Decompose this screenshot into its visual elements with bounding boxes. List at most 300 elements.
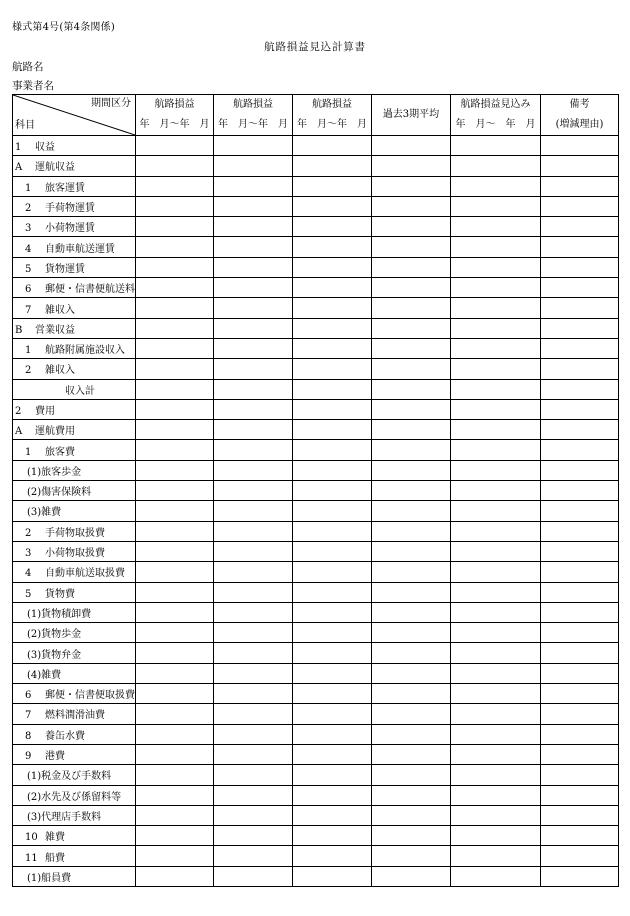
value-cell-col3[interactable] — [293, 217, 372, 237]
value-cell-col4[interactable] — [372, 176, 451, 196]
value-cell-col2[interactable] — [214, 379, 293, 399]
value-cell-col2[interactable] — [214, 156, 293, 176]
document-title: 航路損益見込計算書 — [264, 41, 366, 53]
value-cell-col6[interactable] — [541, 481, 619, 501]
value-cell-col4[interactable] — [372, 785, 451, 805]
value-cell-col6[interactable] — [541, 765, 619, 785]
value-cell-col2[interactable] — [214, 521, 293, 541]
corner-header-cell — [13, 95, 136, 136]
table-row — [13, 217, 619, 237]
value-cell-col1[interactable] — [136, 582, 214, 602]
column-header-6 — [541, 95, 619, 136]
row-item-number: 4 — [25, 243, 32, 255]
value-cell-col1[interactable] — [136, 744, 214, 764]
value-cell-col1[interactable] — [136, 704, 214, 724]
value-cell-col3[interactable] — [293, 338, 372, 358]
row-item-label: 港費 — [45, 751, 65, 763]
value-cell-col2[interactable] — [214, 298, 293, 318]
value-cell-col2[interactable] — [214, 420, 293, 440]
value-cell-col5[interactable] — [451, 663, 541, 683]
value-cell-col1[interactable] — [136, 501, 214, 521]
value-cell-col1[interactable] — [136, 257, 214, 277]
value-cell-col4[interactable] — [372, 481, 451, 501]
value-cell-col6[interactable] — [541, 257, 619, 277]
value-cell-col4[interactable] — [372, 196, 451, 216]
value-cell-col6[interactable] — [541, 440, 619, 460]
value-cell-col4[interactable] — [372, 237, 451, 257]
row-item-cell — [13, 582, 136, 602]
row-item-number: 7 — [25, 710, 32, 722]
row-item-label: 郵便・信書便航送料 — [45, 284, 135, 296]
row-item-label: 費用 — [35, 406, 55, 417]
value-cell-col6[interactable] — [541, 399, 619, 419]
value-cell-col1[interactable] — [136, 643, 214, 663]
value-cell-col6[interactable] — [541, 359, 619, 379]
value-cell-col5[interactable] — [451, 744, 541, 764]
value-cell-col2[interactable] — [214, 196, 293, 216]
value-cell-col1[interactable] — [136, 298, 214, 318]
column-header-5 — [451, 95, 541, 136]
value-cell-col5[interactable] — [451, 684, 541, 704]
value-cell-col3[interactable] — [293, 765, 372, 785]
value-cell-col1[interactable] — [136, 460, 214, 480]
value-cell-col1[interactable] — [136, 217, 214, 237]
value-cell-col5[interactable] — [451, 460, 541, 480]
table-row — [13, 379, 619, 399]
value-cell-col6[interactable] — [541, 460, 619, 480]
value-cell-col6[interactable] — [541, 582, 619, 602]
value-cell-col1[interactable] — [136, 866, 214, 886]
value-cell-col4[interactable] — [372, 278, 451, 298]
row-item-cell — [13, 237, 136, 257]
value-cell-col5[interactable] — [451, 846, 541, 866]
value-cell-col6[interactable] — [541, 237, 619, 257]
value-cell-col3[interactable] — [293, 359, 372, 379]
row-item-label: 収入計 — [65, 385, 95, 397]
value-cell-col1[interactable] — [136, 541, 214, 561]
value-cell-col5[interactable] — [451, 826, 541, 846]
value-cell-col6[interactable] — [541, 278, 619, 298]
value-cell-col4[interactable] — [372, 582, 451, 602]
value-cell-col2[interactable] — [214, 684, 293, 704]
value-cell-col4[interactable] — [372, 643, 451, 663]
value-cell-col4[interactable] — [372, 826, 451, 846]
value-cell-col4[interactable] — [372, 257, 451, 277]
value-cell-col4[interactable] — [372, 805, 451, 825]
value-cell-col2[interactable] — [214, 278, 293, 298]
value-cell-col4[interactable] — [372, 399, 451, 419]
value-cell-col4[interactable] — [372, 379, 451, 399]
value-cell-col5[interactable] — [451, 278, 541, 298]
value-cell-col6[interactable] — [541, 623, 619, 643]
value-cell-col1[interactable] — [136, 826, 214, 846]
row-item-number: 5 — [25, 263, 32, 275]
row-item-number: 1 — [25, 345, 32, 357]
table-row — [13, 744, 619, 764]
column-header-3 — [293, 95, 372, 136]
value-cell-col2[interactable] — [214, 623, 293, 643]
value-cell-col3[interactable] — [293, 176, 372, 196]
value-cell-col4[interactable] — [372, 866, 451, 886]
value-cell-col4[interactable] — [372, 684, 451, 704]
value-cell-col1[interactable] — [136, 684, 214, 704]
value-cell-col3[interactable] — [293, 440, 372, 460]
value-cell-col5[interactable] — [451, 379, 541, 399]
value-cell-col2[interactable] — [214, 257, 293, 277]
value-cell-col3[interactable] — [293, 420, 372, 440]
value-cell-col4[interactable] — [372, 704, 451, 724]
row-item-cell — [13, 684, 136, 704]
row-item-label: (3)代理店手数料 — [27, 811, 102, 823]
row-item-cell — [13, 826, 136, 846]
value-cell-col5[interactable] — [451, 399, 541, 419]
value-cell-col6[interactable] — [541, 298, 619, 318]
value-cell-col1[interactable] — [136, 338, 214, 358]
row-item-label: 自動車航送取扱費 — [45, 568, 125, 580]
value-cell-col3[interactable] — [293, 785, 372, 805]
value-cell-col2[interactable] — [214, 846, 293, 866]
row-item-cell — [13, 379, 136, 399]
row-item-number: 3 — [25, 223, 32, 235]
row-item-cell — [13, 805, 136, 825]
row-item-cell — [13, 338, 136, 358]
value-cell-col2[interactable] — [214, 399, 293, 419]
value-cell-col5[interactable] — [451, 217, 541, 237]
row-item-label: 手荷物取扱費 — [45, 527, 105, 539]
value-cell-col3[interactable] — [293, 846, 372, 866]
value-cell-col3[interactable] — [293, 643, 372, 663]
value-cell-col2[interactable] — [214, 643, 293, 663]
row-item-cell — [13, 846, 136, 866]
value-cell-col3[interactable] — [293, 460, 372, 480]
value-cell-col3[interactable] — [293, 663, 372, 683]
table-row — [13, 359, 619, 379]
value-cell-col5[interactable] — [451, 318, 541, 338]
value-cell-col4[interactable] — [372, 744, 451, 764]
value-cell-col3[interactable] — [293, 379, 372, 399]
value-cell-col1[interactable] — [136, 785, 214, 805]
row-item-cell — [13, 785, 136, 805]
value-cell-col3[interactable] — [293, 399, 372, 419]
value-cell-col2[interactable] — [214, 136, 293, 156]
value-cell-col2[interactable] — [214, 826, 293, 846]
value-cell-col3[interactable] — [293, 501, 372, 521]
row-item-label: 小荷物取扱費 — [45, 548, 105, 560]
column-header-6-subtitle: (増減理由) — [555, 119, 604, 130]
value-cell-col1[interactable] — [136, 379, 214, 399]
value-cell-col5[interactable] — [451, 338, 541, 358]
value-cell-col2[interactable] — [214, 176, 293, 196]
value-cell-col5[interactable] — [451, 501, 541, 521]
value-cell-col6[interactable] — [541, 643, 619, 663]
value-cell-col2[interactable] — [214, 338, 293, 358]
value-cell-col5[interactable] — [451, 481, 541, 501]
value-cell-col1[interactable] — [136, 420, 214, 440]
value-cell-col3[interactable] — [293, 866, 372, 886]
row-item-label: (2)貨物歩金 — [27, 629, 82, 641]
value-cell-col3[interactable] — [293, 602, 372, 622]
row-item-label: (1)税金及び手数料 — [27, 771, 112, 783]
row-item-cell — [13, 156, 136, 176]
value-cell-col4[interactable] — [372, 765, 451, 785]
value-cell-col4[interactable] — [372, 359, 451, 379]
value-cell-col6[interactable] — [541, 318, 619, 338]
row-item-number: 6 — [25, 284, 32, 296]
value-cell-col6[interactable] — [541, 338, 619, 358]
value-cell-col4[interactable] — [372, 136, 451, 156]
value-cell-col1[interactable] — [136, 602, 214, 622]
value-cell-col3[interactable] — [293, 136, 372, 156]
value-cell-col6[interactable] — [541, 562, 619, 582]
value-cell-col4[interactable] — [372, 623, 451, 643]
table-body — [13, 136, 619, 887]
profit-loss-table — [12, 94, 619, 887]
value-cell-col3[interactable] — [293, 623, 372, 643]
value-cell-col6[interactable] — [541, 420, 619, 440]
row-item-number: 6 — [25, 690, 32, 702]
row-item-cell — [13, 562, 136, 582]
value-cell-col5[interactable] — [451, 196, 541, 216]
value-cell-col3[interactable] — [293, 298, 372, 318]
value-cell-col4[interactable] — [372, 318, 451, 338]
value-cell-col4[interactable] — [372, 440, 451, 460]
value-cell-col5[interactable] — [451, 724, 541, 744]
value-cell-col3[interactable] — [293, 156, 372, 176]
value-cell-col6[interactable] — [541, 602, 619, 622]
row-item-number: 4 — [25, 568, 32, 580]
value-cell-col4[interactable] — [372, 501, 451, 521]
value-cell-col2[interactable] — [214, 744, 293, 764]
value-cell-col5[interactable] — [451, 562, 541, 582]
value-cell-col6[interactable] — [541, 541, 619, 561]
value-cell-col1[interactable] — [136, 663, 214, 683]
value-cell-col4[interactable] — [372, 562, 451, 582]
value-cell-col4[interactable] — [372, 521, 451, 541]
value-cell-col5[interactable] — [451, 643, 541, 663]
value-cell-col2[interactable] — [214, 460, 293, 480]
value-cell-col4[interactable] — [372, 460, 451, 480]
value-cell-col6[interactable] — [541, 744, 619, 764]
value-cell-col1[interactable] — [136, 156, 214, 176]
value-cell-col5[interactable] — [451, 176, 541, 196]
value-cell-col5[interactable] — [451, 440, 541, 460]
value-cell-col2[interactable] — [214, 440, 293, 460]
value-cell-col5[interactable] — [451, 602, 541, 622]
column-header-3-period: 年 月〜年 月 — [297, 119, 367, 130]
value-cell-col5[interactable] — [451, 136, 541, 156]
table-row — [13, 663, 619, 683]
value-cell-col6[interactable] — [541, 176, 619, 196]
value-cell-col6[interactable] — [541, 805, 619, 825]
row-item-label: 運航費用 — [35, 426, 75, 438]
value-cell-col4[interactable] — [372, 602, 451, 622]
row-item-number: 2 — [25, 527, 32, 539]
column-header-4-title: 過去3期平均 — [382, 109, 440, 120]
table-row — [13, 602, 619, 622]
value-cell-col1[interactable] — [136, 359, 214, 379]
table-row — [13, 501, 619, 521]
value-cell-col3[interactable] — [293, 826, 372, 846]
value-cell-col2[interactable] — [214, 217, 293, 237]
table-row — [13, 826, 619, 846]
row-item-number: 10 — [25, 832, 38, 844]
table-row — [13, 338, 619, 358]
value-cell-col1[interactable] — [136, 318, 214, 338]
value-cell-col6[interactable] — [541, 704, 619, 724]
value-cell-col1[interactable] — [136, 562, 214, 582]
value-cell-col5[interactable] — [451, 623, 541, 643]
row-item-number: 5 — [25, 588, 32, 600]
value-cell-col3[interactable] — [293, 704, 372, 724]
table-row — [13, 785, 619, 805]
value-cell-col2[interactable] — [214, 501, 293, 521]
row-item-label: (2)傷害保険料 — [27, 487, 92, 499]
value-cell-col5[interactable] — [451, 420, 541, 440]
value-cell-col5[interactable] — [451, 541, 541, 561]
row-item-label: 貨物運賃 — [45, 263, 85, 275]
value-cell-col1[interactable] — [136, 623, 214, 643]
column-header-3-title: 航路損益 — [312, 99, 352, 110]
value-cell-col5[interactable] — [451, 257, 541, 277]
value-cell-col2[interactable] — [214, 805, 293, 825]
value-cell-col2[interactable] — [214, 704, 293, 724]
value-cell-col3[interactable] — [293, 805, 372, 825]
value-cell-col2[interactable] — [214, 359, 293, 379]
row-item-label: 収益 — [35, 142, 55, 154]
value-cell-col4[interactable] — [372, 217, 451, 237]
value-cell-col2[interactable] — [214, 866, 293, 886]
value-cell-col6[interactable] — [541, 724, 619, 744]
row-item-cell — [13, 541, 136, 561]
row-item-label: (2)水先及び係留料等 — [27, 791, 122, 803]
value-cell-col5[interactable] — [451, 704, 541, 724]
value-cell-col3[interactable] — [293, 481, 372, 501]
value-cell-col5[interactable] — [451, 765, 541, 785]
value-cell-col2[interactable] — [214, 785, 293, 805]
row-item-number: 2 — [25, 203, 32, 215]
row-item-number: 8 — [25, 730, 32, 742]
value-cell-col4[interactable] — [372, 846, 451, 866]
value-cell-col6[interactable] — [541, 196, 619, 216]
value-cell-col5[interactable] — [451, 298, 541, 318]
value-cell-col3[interactable] — [293, 521, 372, 541]
value-cell-col1[interactable] — [136, 440, 214, 460]
value-cell-col2[interactable] — [214, 562, 293, 582]
value-cell-col2[interactable] — [214, 582, 293, 602]
value-cell-col6[interactable] — [541, 846, 619, 866]
value-cell-col2[interactable] — [214, 663, 293, 683]
value-cell-col6[interactable] — [541, 521, 619, 541]
value-cell-col1[interactable] — [136, 805, 214, 825]
column-header-1 — [136, 95, 214, 136]
value-cell-col6[interactable] — [541, 379, 619, 399]
value-cell-col2[interactable] — [214, 765, 293, 785]
value-cell-col1[interactable] — [136, 176, 214, 196]
value-cell-col6[interactable] — [541, 663, 619, 683]
value-cell-col6[interactable] — [541, 217, 619, 237]
row-item-label: 養缶水費 — [45, 730, 85, 742]
row-item-label: 燃料潤滑油費 — [45, 710, 105, 722]
value-cell-col2[interactable] — [214, 318, 293, 338]
value-cell-col4[interactable] — [372, 420, 451, 440]
row-item-cell — [13, 399, 136, 419]
value-cell-col6[interactable] — [541, 501, 619, 521]
value-cell-col5[interactable] — [451, 805, 541, 825]
value-cell-col1[interactable] — [136, 399, 214, 419]
value-cell-col3[interactable] — [293, 684, 372, 704]
table-row — [13, 196, 619, 216]
value-cell-col5[interactable] — [451, 237, 541, 257]
value-cell-col5[interactable] — [451, 156, 541, 176]
value-cell-col5[interactable] — [451, 582, 541, 602]
value-cell-col2[interactable] — [214, 481, 293, 501]
value-cell-col6[interactable] — [541, 826, 619, 846]
column-header-2-title: 航路損益 — [233, 99, 273, 110]
value-cell-col6[interactable] — [541, 136, 619, 156]
value-cell-col4[interactable] — [372, 156, 451, 176]
value-cell-col1[interactable] — [136, 765, 214, 785]
value-cell-col3[interactable] — [293, 744, 372, 764]
value-cell-col1[interactable] — [136, 846, 214, 866]
value-cell-col3[interactable] — [293, 196, 372, 216]
value-cell-col4[interactable] — [372, 541, 451, 561]
value-cell-col2[interactable] — [214, 237, 293, 257]
row-item-cell — [13, 602, 136, 622]
value-cell-col4[interactable] — [372, 338, 451, 358]
value-cell-col2[interactable] — [214, 602, 293, 622]
value-cell-col4[interactable] — [372, 663, 451, 683]
value-cell-col1[interactable] — [136, 724, 214, 744]
value-cell-col2[interactable] — [214, 724, 293, 744]
row-item-label: 船費 — [45, 852, 65, 864]
value-cell-col5[interactable] — [451, 359, 541, 379]
column-header-5-period: 年 月〜 年 月 — [455, 119, 536, 130]
value-cell-col3[interactable] — [293, 582, 372, 602]
value-cell-col3[interactable] — [293, 257, 372, 277]
value-cell-col1[interactable] — [136, 237, 214, 257]
value-cell-col5[interactable] — [451, 521, 541, 541]
value-cell-col3[interactable] — [293, 541, 372, 561]
value-cell-col1[interactable] — [136, 136, 214, 156]
value-cell-col6[interactable] — [541, 866, 619, 886]
value-cell-col3[interactable] — [293, 237, 372, 257]
value-cell-col3[interactable] — [293, 562, 372, 582]
table-row — [13, 136, 619, 156]
value-cell-col5[interactable] — [451, 866, 541, 886]
value-cell-col1[interactable] — [136, 481, 214, 501]
value-cell-col2[interactable] — [214, 541, 293, 561]
value-cell-col1[interactable] — [136, 521, 214, 541]
value-cell-col5[interactable] — [451, 785, 541, 805]
table-row — [13, 582, 619, 602]
row-item-cell — [13, 704, 136, 724]
value-cell-col3[interactable] — [293, 724, 372, 744]
value-cell-col6[interactable] — [541, 156, 619, 176]
table-row — [13, 237, 619, 257]
value-cell-col3[interactable] — [293, 278, 372, 298]
value-cell-col6[interactable] — [541, 785, 619, 805]
item-category-label: 科目 — [15, 120, 35, 131]
row-item-cell — [13, 765, 136, 785]
value-cell-col1[interactable] — [136, 196, 214, 216]
value-cell-col4[interactable] — [372, 724, 451, 744]
value-cell-col4[interactable] — [372, 298, 451, 318]
column-header-1-title: 航路損益 — [154, 99, 195, 110]
value-cell-col3[interactable] — [293, 318, 372, 338]
row-item-cell — [13, 196, 136, 216]
value-cell-col6[interactable] — [541, 684, 619, 704]
value-cell-col1[interactable] — [136, 278, 214, 298]
